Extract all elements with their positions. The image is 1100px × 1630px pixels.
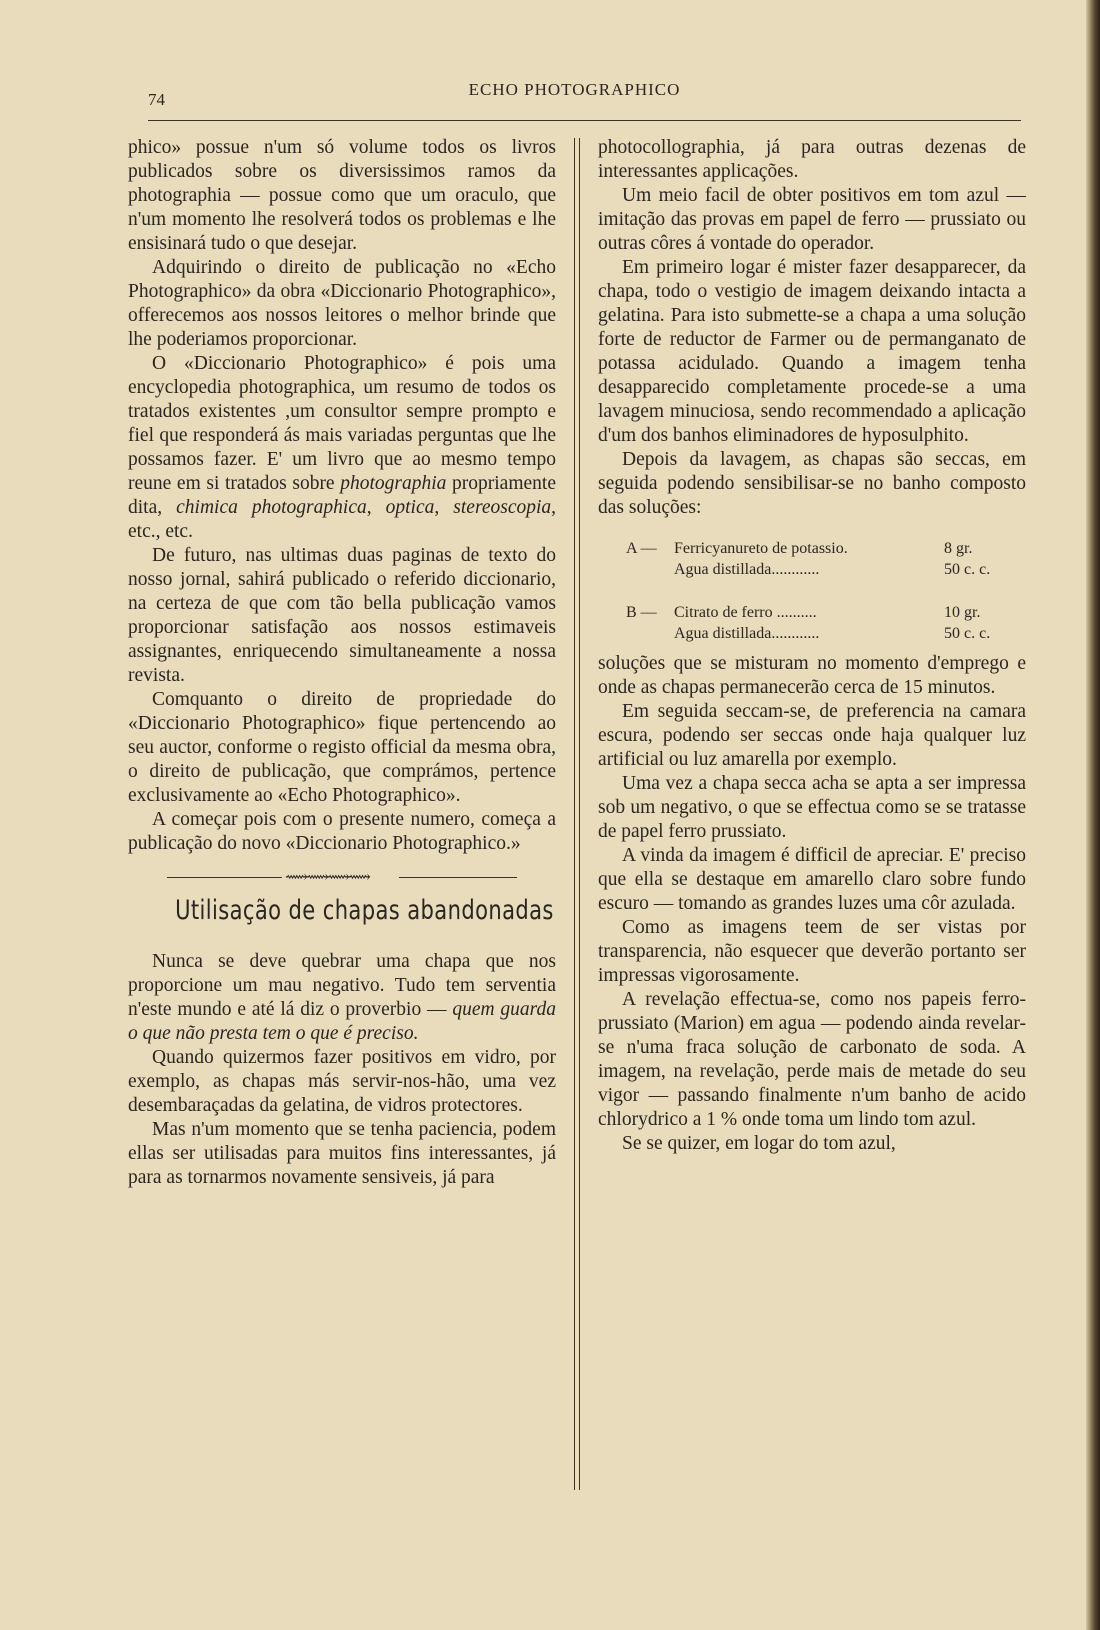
- column-divider: [574, 138, 580, 1490]
- paragraph: A começar pois com o presente numero, começa a publicação do novo «Diccionario Photographico.»: [128, 809, 556, 854]
- formula-row: [598, 602, 1026, 623]
- paragraph: [128, 950, 556, 1046]
- italic-run: chimica photographica: [176, 497, 367, 518]
- formula-row: [598, 559, 1026, 580]
- paragraph: Quando quizermos fazer positivos em vidro, por exemplo, as chapas más servir-nos-hão, uma vez desembaraçadas da gelatina, de vidros protectores.: [128, 1047, 556, 1116]
- paragraph: Se se quizer, em logar do tom azul,: [622, 1133, 896, 1154]
- page-number: 74: [148, 90, 165, 109]
- paragraph: Adquirindo o direito de publicação no «Echo Photographico» da obra «Diccionario Photographico», offerecemos aos nossos leitores o melhor brinde que lhe poderiamos proporcionar.: [128, 257, 556, 350]
- paragraph: Um meio facil de obter positivos em tom azul — imitação das provas em papel de ferro — prussiato ou outras côres á vontade do operador.: [598, 185, 1026, 254]
- formula-quantity: 50 c. c.: [944, 561, 991, 578]
- paragraph: Depois da lavagem, as chapas são seccas, em seguida podendo sensibilisar-se no banho composto das soluções:: [598, 449, 1026, 518]
- text-run: ,: [366, 497, 386, 518]
- paragraph: Como as imagens teem de ser vistas por transparencia, não esquecer que deverão portanto ser impressas vigorosamente.: [598, 917, 1026, 986]
- italic-run: photographia: [340, 473, 447, 494]
- article-title: Utilisação de chapas abandonadas: [175, 895, 554, 926]
- formula-quantity: 8 gr.: [944, 540, 973, 557]
- left-column: [128, 136, 556, 1190]
- paragraph: phico» possue n'um só volume todos os livros publicados sobre os diversissimos ramos da photographia — possue como que um oraculo, que n'um momento lhe resolverá todos os problemas e lhe ensisinará tudo o que desejar.: [128, 137, 556, 254]
- paragraph: Em primeiro logar é mister fazer desapparecer, da chapa, todo o vestigio de imagem deixando intacta a gelatina. Para isto submette-se a chapa a uma solução forte de reductor de Farmer ou de permanganato de potassa acidulado. Quando a imagem tenha desapparecido completamente procede-se a uma lavagem minuciosa, sendo recommendado a aplicação d'um dos banhos eliminadores de hyposulphito.: [598, 257, 1026, 446]
- page-edge: [1086, 0, 1100, 1630]
- paragraph: Em seguida seccam-se, de preferencia na camara escura, podendo ser seccas onde haja qualquer luz artificial ou luz amarella por exemplo.: [598, 701, 1026, 770]
- formula-quantity: 10 gr.: [944, 604, 981, 621]
- formula-ingredient: Ferricyanureto de potassio.: [674, 540, 848, 557]
- formula-ingredient: Agua distillada............: [674, 625, 820, 642]
- paragraph: De futuro, nas ultimas duas paginas de texto do nosso jornal, sahirá publicado o referido diccionario, na certeza de que com tão bella publicação vamos proporcionar satisfação aos nossos estimaveis assignantes, enriquecendo simultaneamente a nossa revista.: [128, 545, 556, 686]
- ornament-glyph: ⟿⟿⟿⟿: [285, 869, 369, 886]
- formula-label: A —: [626, 540, 657, 557]
- italic-run: quem guarda o que não presta tem o que é preciso.: [128, 999, 556, 1044]
- paragraph: Comquanto o direito de propriedade do «Diccionario Photographico» fique pertencendo ao seu auctor, conforme o registo official da mesma obra, o direito de publicação, que comprámos, pertence exclusivamente ao «Echo Photographico».: [128, 689, 556, 806]
- formula-row: [598, 623, 1026, 644]
- text-run: ,: [434, 497, 454, 518]
- paragraph: soluções que se misturam no momento d'emprego e onde as chapas permanecerão cerca de 15 minutos.: [598, 653, 1026, 698]
- paragraph: A revelação effectua-se, como nos papeis ferro-prussiato (Marion) em agua — podendo ainda revelar-se n'uma fraca solução de carbonato de soda. A imagem, na revelação, perde mais de metade do seu vigor — passando finalmente n'um banho de acido chlorydrico a 1 % onde toma um lindo tom azul.: [598, 989, 1026, 1130]
- formula-label: B —: [626, 604, 657, 621]
- page-header: [128, 78, 1021, 118]
- formula-table: [598, 538, 1026, 644]
- text-run: O «Diccionario Photographico» é pois uma encyclopedia photographica, um resumo de todos os tratados existentes ,um consultor sempre prompto e fiel que responderá ás mais variadas perguntas que lhe possamos fazer. E' um livro que ao mesmo tempo reune em si tratados sobre: [128, 353, 556, 494]
- right-column: [598, 136, 1026, 1156]
- formula-row: [598, 538, 1026, 559]
- paragraph: Uma vez a chapa secca acha se apta a ser impressa sob um negativo, o que se effectua como se se tratasse de papel ferro prussiato.: [598, 773, 1026, 842]
- italic-run: stereoscopia: [453, 497, 552, 518]
- paragraph: [128, 352, 556, 544]
- text-run: , etc., etc.: [128, 497, 557, 542]
- paragraph: A vinda da imagem é difficil de apreciar. E' preciso que ella se destaque em amarello claro sobre fundo escuro — tomando as grandes luzes uma côr azulada.: [598, 845, 1026, 914]
- formula-ingredient: Citrato de ferro ..........: [674, 604, 817, 621]
- paragraph: Mas n'um momento que se tenha paciencia, podem ellas ser utilisadas para muitos fins interessantes, já para as tornarmos novamente sensiveis, já para: [128, 1119, 556, 1188]
- text-run: propriamente dita,: [128, 473, 556, 518]
- text-run: Nunca se deve quebrar uma chapa que nos proporcione um mau negativo. Tudo tem serventia n'este mundo e até lá diz o proverbio —: [128, 951, 556, 1020]
- paragraph: photocollographia, já para outras dezenas de interessantes applicações.: [598, 137, 1026, 182]
- running-title: ECHO PHOTOGRAPHICO: [468, 80, 681, 99]
- formula-quantity: 50 c. c.: [944, 625, 991, 642]
- formula-ingredient: Agua distillada............: [674, 561, 820, 578]
- header-rule: [148, 120, 1021, 121]
- section-ornament: [167, 869, 517, 886]
- italic-run: optica: [385, 497, 435, 518]
